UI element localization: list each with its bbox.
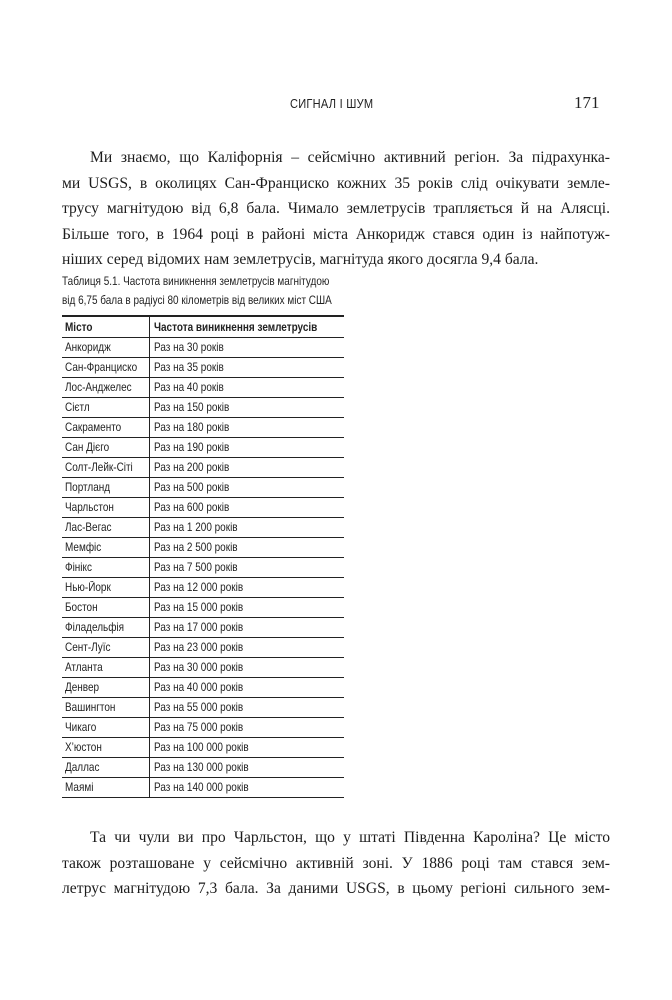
table-row bbox=[62, 598, 344, 618]
cell-frequency: Раз на 200 років bbox=[149, 458, 343, 478]
cell-frequency: Раз на 35 років bbox=[149, 358, 343, 378]
paragraph-line: летрус магнітудою 7,3 бала. За даними USGS, в цьому регіоні сильного зем- bbox=[62, 880, 610, 897]
table-row bbox=[62, 558, 344, 578]
cell-frequency: Раз на 7 500 років bbox=[149, 558, 343, 578]
cell-city: Вашингтон bbox=[62, 698, 149, 718]
paragraph-line: трусу магнітудою від 6,8 бала. Чимало землетрусів трапляється й на Алясці. bbox=[62, 200, 610, 217]
table-row bbox=[62, 518, 344, 538]
table-row bbox=[62, 398, 344, 418]
cell-city: Мемфіс bbox=[62, 538, 149, 558]
table-row bbox=[62, 578, 344, 598]
paragraph-line: ніших серед відомих нам землетрусів, магнітуда якого досягла 9,4 бала. bbox=[62, 251, 539, 268]
cell-frequency: Раз на 100 000 років bbox=[149, 738, 343, 758]
cell-city: Бостон bbox=[62, 598, 149, 618]
cell-city: Портланд bbox=[62, 478, 149, 498]
table-row bbox=[62, 778, 344, 798]
table-row bbox=[62, 338, 344, 358]
cell-frequency: Раз на 190 років bbox=[149, 438, 343, 458]
cell-frequency: Раз на 2 500 років bbox=[149, 538, 343, 558]
table-row bbox=[62, 718, 344, 738]
cell-city: Чикаго bbox=[62, 718, 149, 738]
cell-frequency: Раз на 30 років bbox=[149, 338, 343, 358]
cell-city: Солт-Лейк-Сіті bbox=[62, 458, 149, 478]
cell-city: Чарльстон bbox=[62, 498, 149, 518]
table-caption bbox=[62, 272, 332, 310]
earthquake-frequency-table bbox=[62, 315, 344, 798]
cell-frequency: Раз на 140 000 років bbox=[149, 778, 343, 798]
table-row bbox=[62, 738, 344, 758]
cell-frequency: Раз на 55 000 років bbox=[149, 698, 343, 718]
cell-frequency: Раз на 1 200 років bbox=[149, 518, 343, 538]
page-number: 171 bbox=[574, 93, 600, 112]
cell-frequency: Раз на 600 років bbox=[149, 498, 343, 518]
cell-frequency: Раз на 12 000 років bbox=[149, 578, 343, 598]
cell-city: Фінікс bbox=[62, 558, 149, 578]
cell-city: Даллас bbox=[62, 758, 149, 778]
cell-city: Сент-Луїс bbox=[62, 638, 149, 658]
table-row bbox=[62, 678, 344, 698]
cell-frequency: Раз на 23 000 років bbox=[149, 638, 343, 658]
cell-frequency: Раз на 17 000 років bbox=[149, 618, 343, 638]
paragraph-2 bbox=[62, 825, 610, 902]
cell-city: Атланта bbox=[62, 658, 149, 678]
table-row bbox=[62, 658, 344, 678]
caption-line: Таблиця 5.1. Частота виникнення землетрусів магнітудою bbox=[62, 275, 330, 288]
cell-frequency: Раз на 500 років bbox=[149, 478, 343, 498]
cell-frequency: Раз на 30 000 років bbox=[149, 658, 343, 678]
cell-city: Філадельфія bbox=[62, 618, 149, 638]
paragraph-line: Ми знаємо, що Каліфорнія – сейсмічно активний регіон. За підрахунка- bbox=[90, 149, 610, 166]
table-row bbox=[62, 358, 344, 378]
table-row bbox=[62, 638, 344, 658]
cell-frequency: Раз на 15 000 років bbox=[149, 598, 343, 618]
table-row bbox=[62, 698, 344, 718]
paragraph-line: Та чи чули ви про Чарльстон, що у штаті Південна Кароліна? Це місто bbox=[90, 829, 610, 846]
table-row bbox=[62, 418, 344, 438]
cell-frequency: Раз на 75 000 років bbox=[149, 718, 343, 738]
paragraph-1 bbox=[62, 145, 610, 273]
cell-city: Сан-Франциско bbox=[62, 358, 149, 378]
caption-line: від 6,75 бала в радіусі 80 кілометрів від великих міст США bbox=[62, 294, 332, 307]
cell-frequency: Раз на 180 років bbox=[149, 418, 343, 438]
table-header-row bbox=[62, 316, 344, 338]
table-row bbox=[62, 758, 344, 778]
table-row bbox=[62, 378, 344, 398]
paragraph-line: ми USGS, в околицях Сан-Франциско кожних 35 років слід очікувати земле- bbox=[62, 174, 610, 192]
table-row bbox=[62, 438, 344, 458]
table-row bbox=[62, 538, 344, 558]
cell-city: Лос-Анджелес bbox=[62, 378, 149, 398]
cell-frequency: Раз на 130 000 років bbox=[149, 758, 343, 778]
cell-frequency: Раз на 40 000 років bbox=[149, 678, 343, 698]
cell-frequency: Раз на 40 років bbox=[149, 378, 343, 398]
column-header-city: Місто bbox=[62, 316, 149, 338]
cell-city: Анкоридж bbox=[62, 338, 149, 358]
cell-city: Х’юстон bbox=[62, 738, 149, 758]
running-head-title: СИГНАЛ І ШУМ bbox=[290, 96, 374, 111]
table-row bbox=[62, 458, 344, 478]
cell-city: Сакраменто bbox=[62, 418, 149, 438]
cell-city: Сієтл bbox=[62, 398, 149, 418]
table-row bbox=[62, 618, 344, 638]
column-header-frequency: Частота виникнення землетрусів bbox=[149, 316, 343, 338]
cell-city: Маямі bbox=[62, 778, 149, 798]
cell-frequency: Раз на 150 років bbox=[149, 398, 343, 418]
cell-city: Сан Дієго bbox=[62, 438, 149, 458]
table-row bbox=[62, 498, 344, 518]
paragraph-line: також розташоване у сейсмічно активній зоні. У 1886 році там стався зем- bbox=[62, 854, 610, 872]
cell-city: Денвер bbox=[62, 678, 149, 698]
table-row bbox=[62, 478, 344, 498]
paragraph-line: Більше того, в 1964 році в районі міста Анкоридж стався один із найпотуж- bbox=[62, 225, 610, 243]
cell-city: Нью-Йорк bbox=[62, 578, 149, 598]
cell-city: Лас-Вегас bbox=[62, 518, 149, 538]
